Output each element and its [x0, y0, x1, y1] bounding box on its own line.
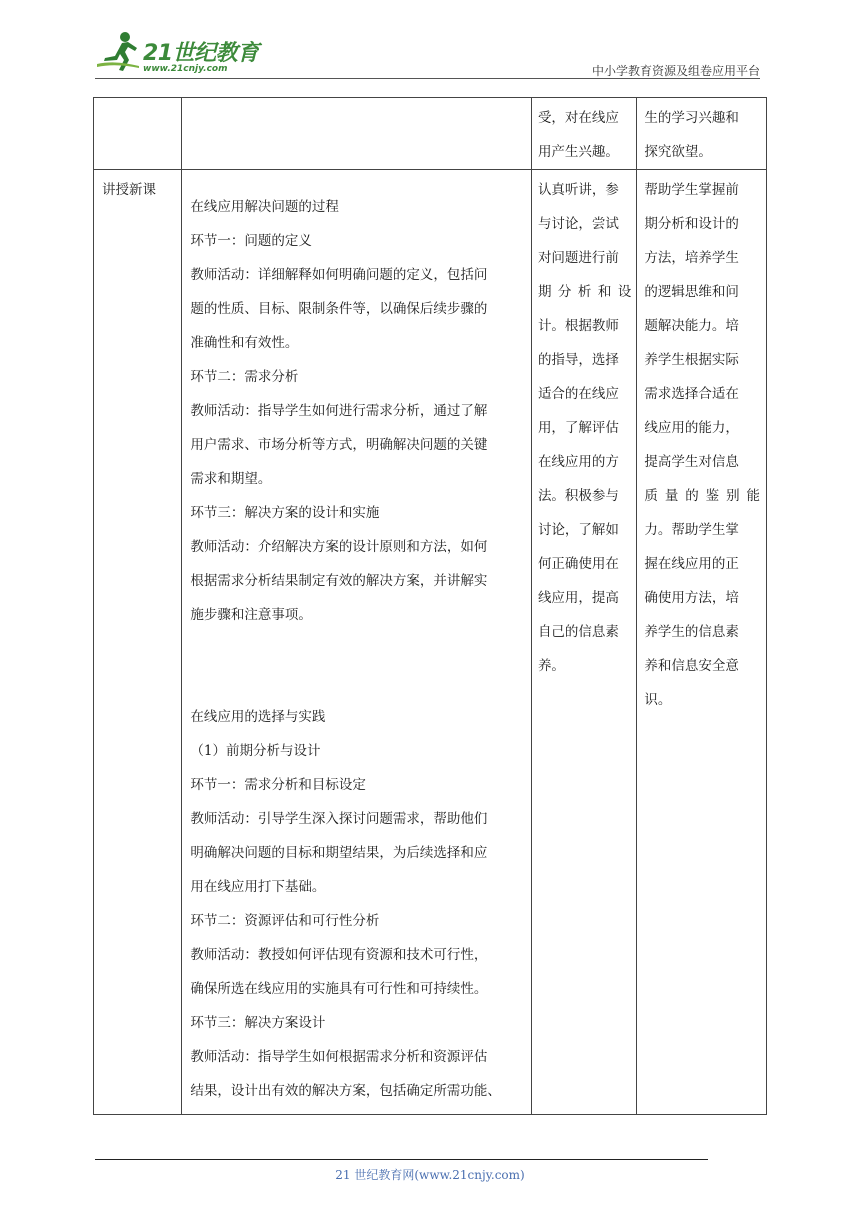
text-line: 需求选择合适在: [644, 386, 739, 402]
spacer: [190, 632, 526, 666]
text-line: 帮助学生掌握前: [644, 182, 739, 198]
text-line: 生的学习兴趣和: [644, 110, 739, 126]
text-line: 力。帮助学生掌: [644, 522, 739, 538]
spacer: [190, 666, 526, 700]
page-header: [95, 30, 760, 78]
header-divider: [95, 78, 760, 79]
text-line: 明确解决问题的目标和期望结果，为后续选择和应: [190, 845, 488, 861]
text-line: 与讨论，尝试: [537, 216, 619, 232]
student-activity-cell: [531, 170, 636, 1115]
text-line: 根据需求分析结果制定有效的解决方案，并讲解实: [190, 573, 488, 589]
logo-url: www.21cnjy.com: [143, 64, 228, 74]
design-intent-cell: [637, 98, 767, 170]
text-line: 期分析和设: [537, 284, 632, 300]
text-line: 线应用的能力，: [644, 420, 739, 436]
text-line: 质量的鉴别能: [644, 488, 760, 504]
text-line: 的逻辑思维和问: [644, 284, 739, 300]
section-title: 在线应用解决问题的过程: [190, 199, 339, 215]
text-line: 的指导，选择: [537, 352, 619, 368]
text-line: 题解决能力。培: [644, 318, 739, 334]
text-line: 养学生的信息素: [644, 624, 739, 640]
text-line: 探究欲望。: [644, 144, 712, 160]
text-line: 用，了解评估: [537, 420, 619, 436]
runner-logo-icon: [95, 30, 143, 76]
design-intent-cell: [637, 170, 767, 1115]
text-line: 确使用方法，培: [644, 590, 739, 606]
text-line: 识。: [644, 692, 672, 708]
step-title: 环节三：解决方案的设计和实施: [190, 505, 380, 521]
section-title: 在线应用的选择与实践: [190, 709, 326, 725]
text-line: 施步骤和注意事项。: [190, 607, 312, 623]
text-line: 计。根据教师: [537, 318, 619, 334]
text-line: 在线应用的方: [537, 454, 619, 470]
text-line: 准确性和有效性。: [190, 335, 299, 351]
content-cell: [182, 98, 532, 170]
step-title: 环节三：解决方案设计: [190, 1015, 326, 1031]
text-line: 法。积极参与: [537, 488, 619, 504]
text-line: 教师活动：介绍解决方案的设计原则和方法，如何: [190, 539, 488, 555]
text-line: 养和信息安全意: [644, 658, 739, 674]
subsection-title: （1）前期分析与设计: [190, 743, 321, 759]
text-line: 用产生兴趣。: [537, 144, 619, 160]
table-row: [94, 98, 767, 170]
text-line: 受，对在线应: [537, 110, 619, 126]
text-line: 用户需求、市场分析等方式，明确解决问题的关键: [190, 437, 488, 453]
text-line: 确保所选在线应用的实施具有可行性和可持续性。: [190, 981, 488, 997]
text-line: 适合的在线应: [537, 386, 619, 402]
stage-cell: [94, 98, 182, 170]
table-row: [94, 170, 767, 1115]
text-line: 期分析和设计的: [644, 216, 739, 232]
text-line: 教师活动：指导学生如何根据需求分析和资源评估: [190, 1049, 488, 1065]
text-line: 线应用，提高: [537, 590, 619, 606]
text-line: 握在线应用的正: [644, 556, 739, 572]
text-line: 用在线应用打下基础。: [190, 879, 326, 895]
student-activity-cell: [531, 98, 636, 170]
step-title: 环节一：问题的定义: [190, 233, 312, 249]
footer-divider: [95, 1159, 708, 1160]
text-line: 认真听讲，参: [537, 182, 619, 198]
text-line: 教师活动：详细解释如何明确问题的定义，包括问: [190, 267, 488, 283]
step-title: 环节一：需求分析和目标设定: [190, 777, 366, 793]
text-line: 教师活动：教授如何评估现有资源和技术可行性，: [190, 947, 488, 963]
text-line: 需求和期望。: [190, 471, 272, 487]
text-line: 教师活动：引导学生深入探讨问题需求，帮助他们: [190, 811, 488, 827]
text-line: 讨论，了解如: [537, 522, 619, 538]
stage-cell: [94, 170, 182, 1115]
logo-text: 21世纪教育: [143, 41, 259, 66]
site-logo[interactable]: [95, 30, 265, 78]
stage-label: 讲授新课: [102, 182, 156, 198]
lesson-table: [93, 97, 767, 1115]
footer-link[interactable]: 21 世纪教育网(www.21cnjy.com): [335, 1168, 525, 1182]
text-line: 题的性质、目标、限制条件等，以确保后续步骤的: [190, 301, 488, 317]
text-line: 养学生根据实际: [644, 352, 739, 368]
text-line: 提高学生对信息: [644, 454, 739, 470]
text-line: 教师活动：指导学生如何进行需求分析，通过了解: [190, 403, 488, 419]
text-line: 养。: [537, 658, 565, 674]
step-title: 环节二：需求分析: [190, 369, 299, 385]
content-cell: [182, 170, 532, 1115]
text-line: 自己的信息素: [537, 624, 619, 640]
text-line: 何正确使用在: [537, 556, 619, 572]
text-line: 结果，设计出有效的解决方案，包括确定所需功能、: [190, 1083, 501, 1099]
step-title: 环节二：资源评估和可行性分析: [190, 913, 380, 929]
text-line: 方法，培养学生: [644, 250, 739, 266]
platform-name: 中小学教育资源及组卷应用平台: [591, 64, 760, 78]
text-line: 对问题进行前: [537, 250, 619, 266]
